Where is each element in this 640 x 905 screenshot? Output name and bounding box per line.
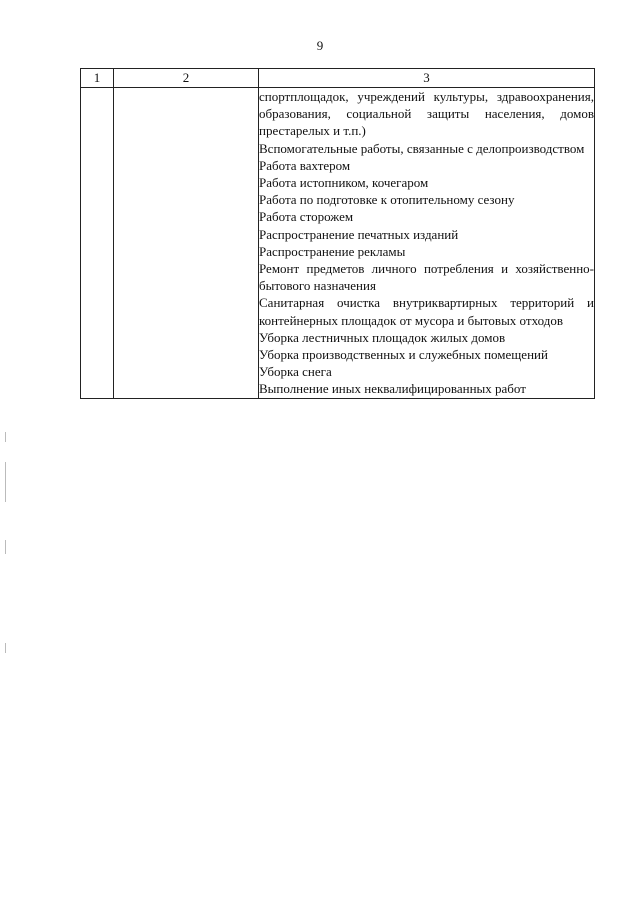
work-types-table <box>80 68 595 399</box>
column-header-2: 2 <box>114 69 259 88</box>
list-item: Работа сторожем <box>259 209 354 225</box>
list-item: Уборка снега <box>259 364 332 380</box>
list-item: Вспомогательные работы, связанные с делопроизводством <box>259 140 585 156</box>
scan-mark <box>5 432 6 442</box>
scan-mark <box>5 462 6 502</box>
list-item: Уборка лестничных площадок жилых домов <box>259 329 506 345</box>
cell-col-1 <box>81 88 114 399</box>
cell-col-3 <box>259 88 595 399</box>
list-item: спортплощадок, учреждений культуры, здравоохранения, образования, социальной защиты населения, домов престарелых и т.п.) <box>259 89 594 139</box>
table-row <box>81 88 595 399</box>
page-number: 9 <box>316 38 324 53</box>
column-header-1: 1 <box>81 69 114 88</box>
list-item: Ремонт предметов личного потребления и хозяйственно-бытового назначения <box>259 261 594 294</box>
list-item: Выполнение иных неквалифицированных работ <box>259 381 526 397</box>
column-header-3: 3 <box>259 69 595 88</box>
list-item: Работа по подготовке к отопительному сезону <box>259 192 515 208</box>
table-header-row <box>81 69 595 88</box>
list-item: Распространение рекламы <box>259 243 406 259</box>
list-item: Распространение печатных изданий <box>259 226 459 242</box>
scan-mark <box>5 540 6 554</box>
list-item: Уборка производственных и служебных помещений <box>259 347 548 363</box>
list-item: Санитарная очистка внутриквартирных территорий и контейнерных площадок от мусора и бытовых отходов <box>259 295 594 328</box>
list-item: Работа истопником, кочегаром <box>259 175 429 191</box>
cell-col-2 <box>114 88 259 399</box>
scan-mark <box>5 643 6 653</box>
list-item: Работа вахтером <box>259 157 351 173</box>
